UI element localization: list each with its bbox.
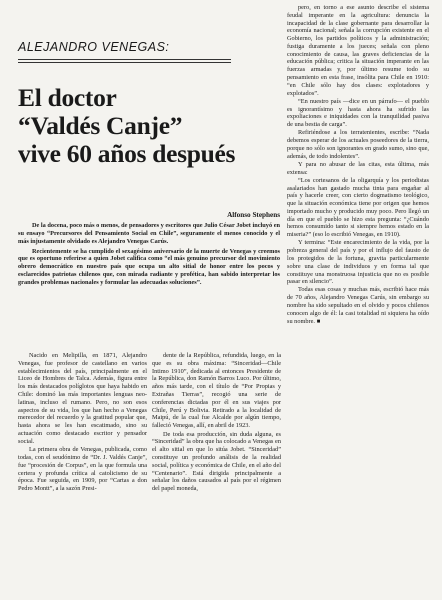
article-kicker: ALEJANDRO VENEGAS: xyxy=(18,40,170,54)
body-paragraph: Nacido en Melipilla, en 1871, Alejandro Venegas, fue profesor de castellano en varios establecimientos del país, principalmente en el Liceo de Hombres de Talca. Además, figura entre los más destacados políglotos que haya habido en Chile: dominó las más importantes lenguas neo-latinas, incluso el rumano. Pero, no son esos aspectos de su vida, los que han hecho a Venegas merecedor del recuerdo y la gratitud popular que, hasta ahora se les han escatimado, sino su actuación como destacado escritor y pensador social. xyxy=(18,352,147,445)
body-paragraph-last xyxy=(287,286,429,326)
headline-line: vive 60 años después xyxy=(18,139,236,168)
headline-line: El doctor xyxy=(18,83,117,112)
byline: Alfonso Stephens xyxy=(227,211,280,219)
body-paragraph: De toda esa producción, sin duda alguna, es “Sinceridad” la obra que ha colocado a Venegas en el alto sitial en que lo sitúa Jobet. “Sinceridad” constituye un profundo análisis de la realidad social, política y económica de Chile, en el año del “Centenario”. Está dirigida principalmente a señalar los daños causados al país por el régimen del papel moneda, xyxy=(152,430,281,493)
headline-line: “Valdés Canje” xyxy=(18,111,183,140)
kicker-rule xyxy=(18,59,231,60)
kicker-rule-double xyxy=(18,62,231,63)
article-headline xyxy=(18,84,248,168)
body-paragraph: Y termina: “Este encarecimiento de la vida, por la pobreza general del país y por el influjo del fausto de los protegidos de la fortuna, gravita particularmente sobre una clase de individuos y en forma tal que constituye una monstruosa injusticia que no es posible pasar en silencio”. xyxy=(287,239,429,286)
body-paragraph: “Los cortesanos de la oligarquía y los periodistas asalariados han gastado mucha tinta para engañar al país y hacerle creer, con cierto dogmatismo teológico, que la situación económica tiene por origen que hemos importado mucho y producido muy poco. Pero llegó un día en que el pueblo se hizo esta pregunta: “¿Cuándo hemos consumido tanto si siempre hemos estado en la miseria?” (eso lo escribió Venegas, en 1910). xyxy=(287,176,429,239)
body-paragraph: La primera obra de Venegas, publicada, como todas, con el seudónimo de “Dr. J. Valdés Canje”, fue “procesión de Corpus”, en la que formula una certera y profunda crítica al catolicismo de su época. Fue seguida, en 1909, por “Cartas a don Pedro Montt”, a la sazón Presi- xyxy=(18,446,147,493)
body-column-2 xyxy=(152,352,281,493)
intro-paragraph: De la docena, poco más o menos, de pensadores y escritores que Julio César Jobet incluyó en su ensayo “Precursores del Pensamiento Social en Chile”, seguramente el menos conocido y el más injustamente olvidado es Alejandro Venegas Carús. xyxy=(18,222,280,245)
body-column-3 xyxy=(287,4,429,326)
body-paragraph: dente de la República, refundida, luego, en la que es su obra máxima: “Sinceridad—Chile Intimo 1910”, dedicada al entonces Presidente de la República, don Ramón Barros Luco. Por último, años más tarde, con el título de “Por Propias y Extrañas Tierras”, recogió una serie de conferencias dictadas por él en sus viajes por Chile, Perú y Bolivia. Retirado a la localidad de Maipú, de la cual fue Alcalde por algún tiempo, falleció Venegas, allí, en abril de 1923. xyxy=(152,352,281,430)
body-paragraph: “En nuestro país —dice en un párrafo— el pueblo es ignorantísimo y hasta ahora ha sufrido las expoliaciones e iniquidades con la tranquilidad pasiva de una bestia de carga”. xyxy=(287,97,429,129)
body-paragraph: Refiriéndose a los terratenientes, escribe: “Nada debemos esperar de los actuales poseedores de la tierra, porque no sólo son ignorantes en grado sumo, sino que, además, de todo indolentes”. xyxy=(287,129,429,160)
body-column-1 xyxy=(18,352,147,493)
end-of-article-icon: ■ xyxy=(316,318,321,325)
intro-paragraph: Recientemente se ha cumplido el sexagésimo aniversario de la muerte de Venegas y creemos que es oportuno referirse a quien Jobet califica como “el más genuino precursor del movimiento obrero democrático en nuestro país que ocupa un alto sitial de honor entre los pocos y esclarecidos patriotas chilenos que, con mirada radiante y profética, han sabido interpretar los grandes problemas nacionales y formular las adecuadas soluciones”. xyxy=(18,247,280,286)
body-paragraph: Y para no abusar de las citas, esta última, más extensa: xyxy=(287,160,429,176)
body-paragraph: pero, en torno a ese asunto describe el sistema feudal imperante en la agricultura: denuncia la incapacidad de la clase gobernante para desarrollar la economía nacional; señala la corrupción existente en el Gobierno, los partidos políticos y la administración; fustiga duramente a los jueces; señala con pleno conocimiento de causa, las graves deficiencias de la educación pública; critica la situación imperante en las fuerzas armadas y, por último resume todo su pensamiento en esta frase, insólita para Chile en 1910: “en Chile sólo hay dos clases: explotadores y explotados”. xyxy=(287,4,429,97)
intro-block xyxy=(18,222,280,287)
final-paragraph-text: Todas esas cosas y muchas más, escribió hace más de 70 años, Alejandro Venegas Carús, sin embargo su nombre ha sido sepultado en el olvido y pocos chilenos conocen algo de él: la casi totalidad ni siquiera ha oído su nombre. xyxy=(287,286,429,325)
